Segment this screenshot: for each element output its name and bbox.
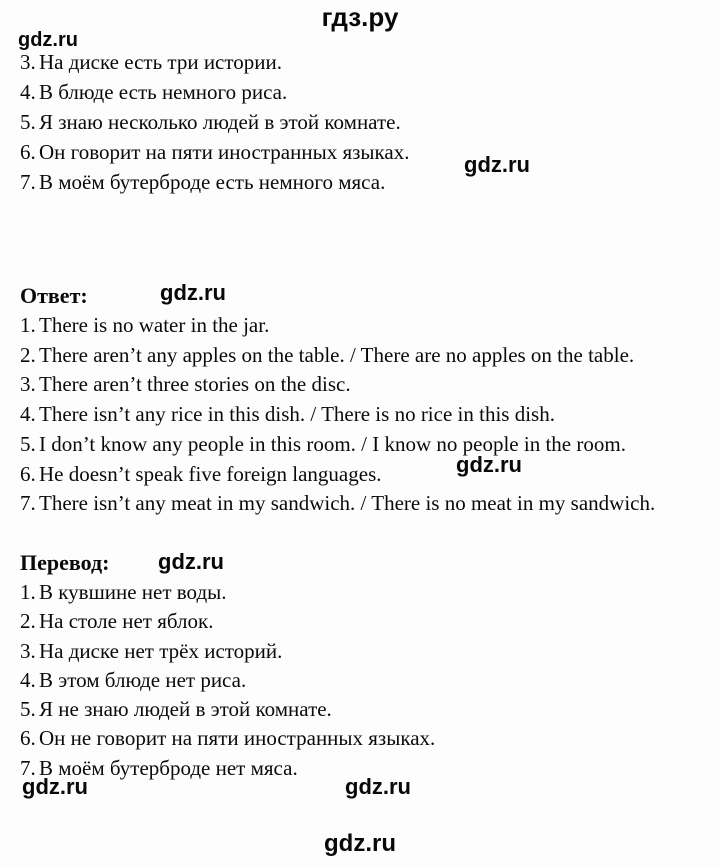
list-item-number: 5. — [20, 431, 36, 456]
gdz-watermark-bottom-left: gdz.ru — [22, 774, 88, 799]
list-item-number: 7. — [20, 491, 36, 516]
list-item-number: 6. — [20, 726, 36, 751]
list-item — [0, 47, 720, 77]
list-item — [0, 77, 720, 107]
list-item-number: 1. — [20, 313, 36, 337]
answer-list — [0, 311, 720, 519]
list-item — [0, 107, 720, 137]
translation-heading: Перевод: — [20, 550, 110, 575]
list-item-text: На диске есть три истории. — [39, 50, 283, 74]
list-item-number: 6. — [20, 140, 36, 164]
list-item-number: 1. — [20, 580, 36, 604]
gdz-watermark-top-left: gdz.ru — [18, 29, 78, 51]
list-item — [0, 666, 720, 695]
task-list — [0, 47, 720, 197]
list-item-text: I don’t know any people in this room. / I know no people in the room. — [39, 431, 626, 456]
list-item — [0, 341, 720, 371]
answer-heading: Ответ: — [20, 283, 88, 308]
gdz-watermark-answer: gdz.ru — [160, 280, 226, 305]
list-item-text: На диске нет трёх историй. — [39, 638, 283, 663]
list-item — [0, 724, 720, 753]
list-item-text: There aren’t three stories on the disc. — [39, 372, 351, 397]
list-item-number: 3. — [20, 50, 36, 74]
list-item-text: Я знаю несколько людей в этой комнате. — [39, 110, 401, 134]
list-item — [0, 137, 720, 167]
list-item-text: Он говорит на пяти иностранных языках. — [39, 140, 410, 164]
list-item-text: В этом блюде нет риса. — [39, 667, 247, 692]
list-item-number: 6. — [20, 461, 36, 486]
list-item-text: В моём бутерброде есть немного мяса. — [39, 170, 386, 194]
list-item-text: В кувшине нет воды. — [39, 580, 227, 604]
list-item-number: 7. — [20, 755, 36, 780]
gdz-watermark-task-right: gdz.ru — [464, 152, 530, 177]
list-item — [0, 167, 720, 197]
gdz-watermark-bottom-mid: gdz.ru — [345, 774, 411, 799]
list-item-number: 7. — [20, 170, 36, 194]
list-item-text: В блюде есть немного риса. — [39, 80, 288, 104]
list-item — [0, 607, 720, 636]
list-item — [0, 460, 720, 490]
list-item-number: 5. — [20, 110, 36, 134]
list-item-text: Я не знаю людей в этой комнате. — [39, 697, 332, 722]
list-item — [0, 637, 720, 666]
list-item-number: 4. — [20, 80, 36, 104]
list-item — [0, 578, 720, 607]
list-item-number: 2. — [20, 342, 36, 367]
list-item-number: 5. — [20, 697, 36, 722]
list-item-text: В моём бутерброде нет мяса. — [39, 755, 298, 780]
list-item — [0, 400, 720, 430]
translation-list — [0, 578, 720, 783]
list-item-number: 2. — [20, 609, 36, 634]
site-logo-top: гдз.ру — [321, 2, 399, 32]
list-item-text: There isn’t any meat in my sandwich. / There is no meat in my sandwich. — [39, 491, 656, 516]
list-item-text: Он не говорит на пяти иностранных языках. — [39, 726, 436, 751]
list-item — [0, 311, 720, 341]
list-item-text: На столе нет яблок. — [39, 609, 214, 634]
list-item-number: 3. — [20, 372, 36, 397]
site-logo-footer: gdz.ru — [324, 830, 396, 857]
list-item — [0, 370, 720, 400]
gdz-watermark-translation: gdz.ru — [158, 549, 224, 574]
list-item-text: There isn’t any rice in this dish. / There is no rice in this dish. — [39, 402, 555, 427]
list-item — [0, 695, 720, 724]
list-item-number: 4. — [20, 402, 36, 427]
list-item — [0, 489, 720, 519]
list-item-text: He doesn’t speak five foreign languages. — [39, 461, 382, 486]
list-item — [0, 430, 720, 460]
gdz-watermark-answers-right: gdz.ru — [456, 452, 522, 477]
list-item-text: There is no water in the jar. — [39, 313, 270, 337]
list-item-text: There aren’t any apples on the table. / There are no apples on the table. — [39, 342, 635, 367]
list-item-number: 4. — [20, 667, 36, 692]
list-item-number: 3. — [20, 638, 36, 663]
